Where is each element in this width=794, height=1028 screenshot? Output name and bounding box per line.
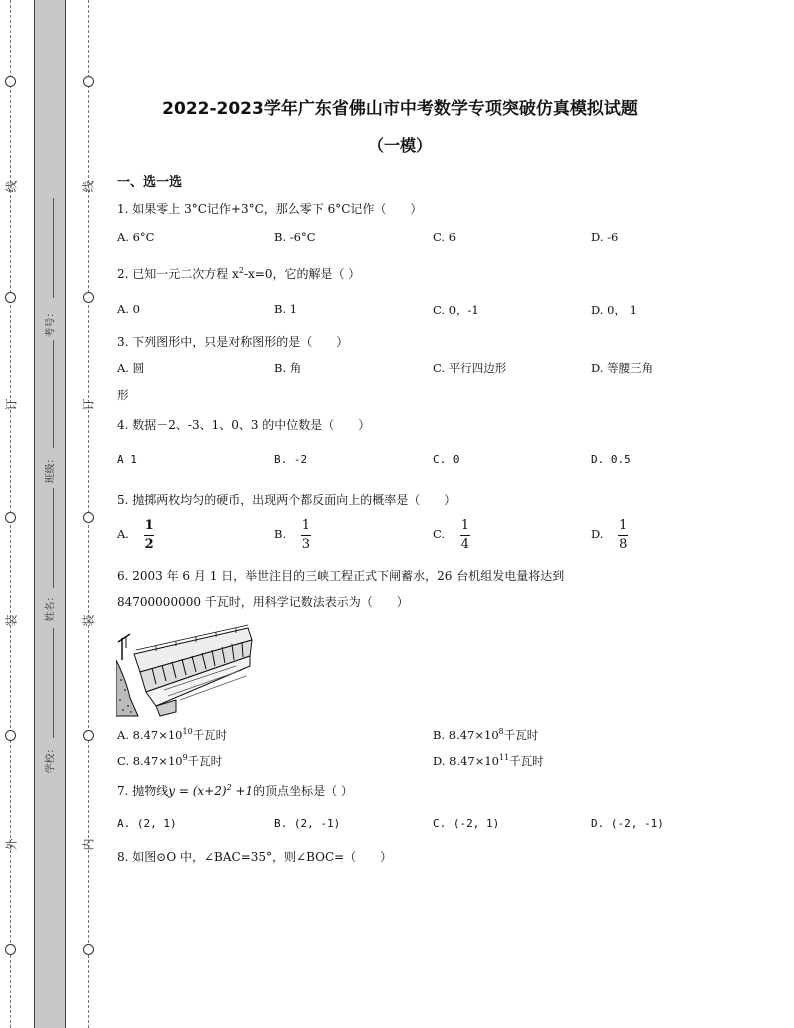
binding-hole [5, 730, 16, 741]
q5-option-c-fraction [459, 519, 471, 551]
q6-option-c-exp: 9 [182, 753, 188, 763]
margin-char-ding-outer: 订 [4, 398, 19, 411]
binding-hole [5, 944, 16, 955]
section-heading: 一、选一选 [117, 175, 183, 190]
q7-formula-sup: 2 [226, 783, 232, 792]
q2-stem-pre: 2. 已知一元二次方程 x [117, 267, 239, 281]
q4-option-a: A 1 [117, 453, 137, 466]
question-4-stem: 4. 数据－2、-3、1、0、3 的中位数是（ ） [117, 418, 371, 432]
binding-hole [83, 730, 94, 741]
fraction-denominator: 2 [144, 536, 154, 552]
q5-option-d-letter: D. [591, 527, 604, 542]
name-field [35, 591, 63, 622]
margin-char-ding-inner: 订 [81, 398, 96, 411]
binding-hole [83, 76, 94, 87]
binding-margin [0, 0, 100, 1028]
exam-title: 2022-2023学年广东省佛山市中考数学专项突破仿真模拟试题 [162, 99, 638, 119]
q7-option-b: B. (2, -1) [274, 817, 341, 830]
q5-option-b-letter: B. [274, 527, 287, 542]
exam-number-line[interactable] [35, 198, 63, 298]
q6-option-b [433, 727, 538, 743]
exam-number-label: 考号： [45, 307, 57, 338]
q5-option-a-letter: A. [117, 527, 129, 542]
binding-hole [83, 292, 94, 303]
q3-option-b: B. 角 [274, 361, 302, 375]
fraction-denominator: 4 [460, 536, 469, 552]
q6-option-d-exp: 11 [499, 753, 510, 763]
q6-option-a-unit: 千瓦时 [192, 728, 228, 742]
q7-option-a: A. (2, 1) [117, 817, 177, 830]
margin-char-zhuang-outer: 装 [4, 614, 19, 627]
q5-option-c [433, 519, 471, 551]
q4-option-c: C. 0 [433, 453, 460, 466]
three-gorges-dam-illustration [116, 620, 254, 718]
q7-stem-post: 的顶点坐标是（ ） [253, 784, 353, 798]
q1-option-a: A. 6°C [117, 230, 155, 244]
name-line[interactable] [35, 488, 63, 588]
q5-option-d-fraction [617, 519, 629, 551]
q6-option-c-base: C. 8.47×10 [117, 754, 183, 768]
binding-hole [83, 512, 94, 523]
q6-option-b-unit: 千瓦时 [503, 728, 539, 742]
q3-option-c: C. 平行四边形 [433, 361, 507, 375]
q7-stem-pre: 7. 抛物线 [117, 784, 169, 798]
q1-option-b: B. -6°C [274, 230, 316, 244]
school-label: 学校： [45, 743, 57, 774]
q6-option-d-base: D. 8.47×10 [433, 754, 499, 768]
question-2-stem [117, 265, 360, 282]
margin-char-zhuang-inner: 装 [81, 614, 96, 627]
q2-stem-post: -x=0，它的解是（ ） [243, 267, 361, 281]
q2-option-d: D. 0， 1 [591, 303, 637, 317]
exam-subtitle: （一模） [367, 136, 432, 155]
q7-option-d: D. (-2, -1) [591, 817, 664, 830]
margin-char-xian-outer: 线 [4, 180, 19, 193]
q5-option-d [591, 519, 629, 551]
q4-option-b: B. -2 [274, 453, 308, 466]
question-7-stem [117, 782, 353, 799]
q6-option-c [117, 753, 222, 769]
q2-option-c: C. 0，-1 [433, 303, 479, 317]
q5-option-b [274, 519, 312, 551]
q3-option-a: A. 圆 [117, 361, 145, 375]
q6-option-d-unit: 千瓦时 [509, 754, 544, 768]
question-8-stem: 8. 如图⊙O 中，∠BAC=35°，则∠BOC=（ ） [117, 850, 393, 864]
q6-option-a [117, 727, 227, 743]
question-6-stem-line1: 6. 2003 年 6 月 1 日，举世注目的三峡工程正式下闸蓄水，26 台机组发电量将达到 [117, 569, 565, 583]
q4-option-d: D. 0.5 [591, 453, 631, 466]
exam-number-field [35, 307, 63, 338]
fraction-numerator: 1 [301, 518, 311, 533]
class-field [35, 453, 63, 484]
name-label: 姓名： [45, 591, 57, 622]
binding-hole [5, 512, 16, 523]
question-6-stem-line2: 84700000000 千瓦时，用科学记数法表示为（ ） [117, 595, 409, 609]
margin-char-xian-inner: 线 [81, 180, 96, 193]
q3-option-d-wrap: 形 [117, 388, 129, 402]
q2-option-a: A. 0 [117, 302, 140, 316]
q7-option-c: C. (-2, 1) [433, 817, 500, 830]
q5-option-c-letter: C. [433, 527, 446, 542]
q6-option-a-exp: 10 [182, 727, 193, 737]
question-3-stem: 3. 下列图形中，只是对称图形的是（ ） [117, 335, 349, 349]
q6-option-b-exp: 8 [498, 727, 504, 737]
binding-hole [83, 944, 94, 955]
school-line[interactable] [35, 628, 63, 738]
q5-option-a [117, 519, 156, 551]
class-label: 班级： [45, 453, 57, 484]
q6-option-a-base: A. 8.47×10 [117, 728, 183, 742]
q2-stem-sup: 2 [238, 266, 244, 275]
q5-option-b-fraction [300, 519, 312, 551]
q6-option-d [433, 753, 544, 769]
q7-formula: y = (x+2) [168, 784, 227, 798]
question-5-stem: 5. 抛掷两枚均匀的硬币，出现两个都反面向上的概率是（ ） [117, 493, 457, 507]
margin-char-nei: 内 [81, 838, 96, 851]
q5-option-a-fraction [143, 519, 156, 551]
q3-option-d: D. 等腰三角 [591, 361, 654, 375]
q6-option-b-base: B. 8.47×10 [433, 728, 499, 742]
margin-char-wai: 外 [4, 838, 19, 851]
fraction-numerator: 1 [619, 518, 628, 533]
q2-option-b: B. 1 [274, 302, 298, 316]
question-1-stem: 1. 如果零上 3°C记作+3°C，那么零下 6°C记作（ ） [117, 202, 423, 216]
binding-hole [5, 292, 16, 303]
fraction-numerator: 1 [460, 518, 469, 533]
q1-option-c: C. 6 [433, 230, 457, 244]
fraction-numerator: 1 [144, 518, 154, 533]
q7-formula-post: +1 [231, 784, 254, 798]
class-line[interactable] [35, 340, 63, 448]
q6-option-c-unit: 千瓦时 [187, 754, 223, 768]
fraction-denominator: 8 [619, 536, 628, 552]
binding-hole [5, 76, 16, 87]
school-field [35, 743, 63, 774]
fraction-denominator: 3 [301, 536, 311, 552]
q1-option-d: D. -6 [591, 230, 619, 244]
